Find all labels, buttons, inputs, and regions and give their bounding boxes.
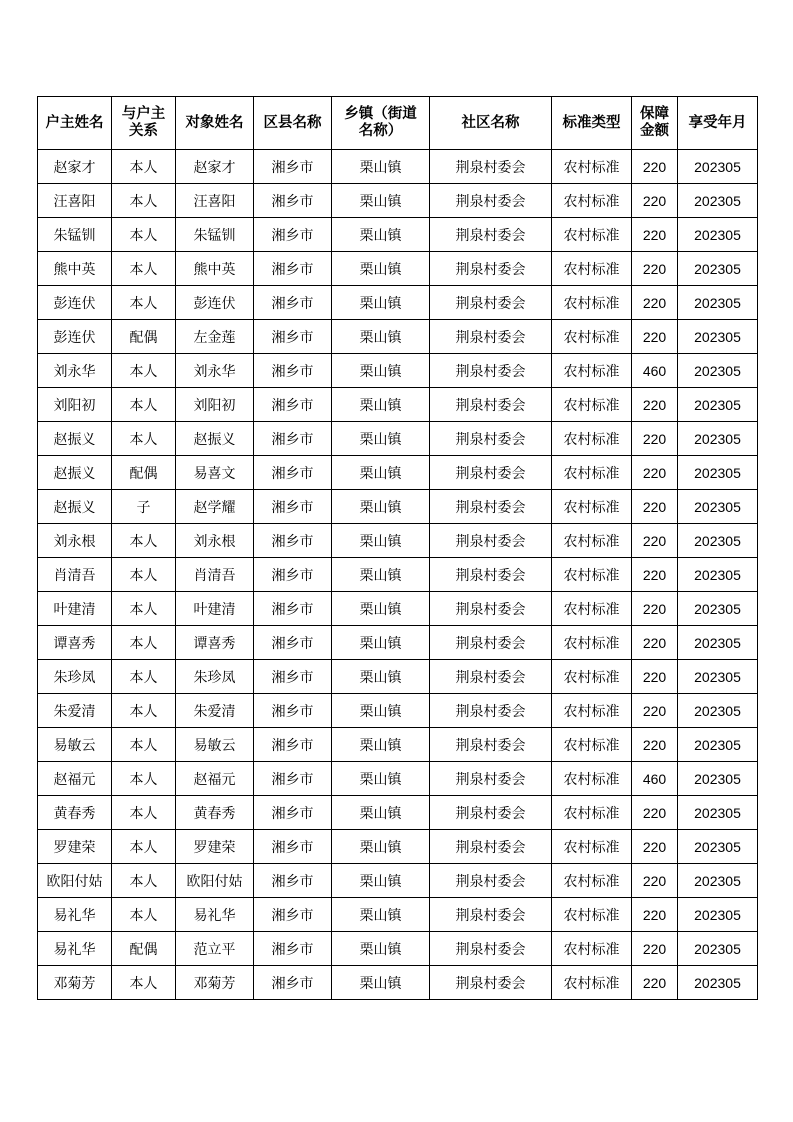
month-cell: 202305 (678, 490, 758, 524)
recipient-cell: 刘永根 (176, 524, 254, 558)
community-cell: 荆泉村委会 (430, 524, 552, 558)
relation-cell: 本人 (112, 966, 176, 1000)
county-cell: 湘乡市 (254, 864, 332, 898)
amount-cell: 220 (632, 218, 678, 252)
recipient-cell: 黄春秀 (176, 796, 254, 830)
community-cell: 荆泉村委会 (430, 796, 552, 830)
relation-cell: 本人 (112, 422, 176, 456)
county-cell: 湘乡市 (254, 320, 332, 354)
householder-cell: 罗建荣 (38, 830, 112, 864)
month-cell: 202305 (678, 694, 758, 728)
amount-cell: 460 (632, 354, 678, 388)
month-cell: 202305 (678, 728, 758, 762)
householder-cell: 赵振义 (38, 490, 112, 524)
table-row (38, 932, 758, 966)
standard-cell: 农村标准 (552, 490, 632, 524)
householder-cell: 叶建清 (38, 592, 112, 626)
recipient-cell: 朱珍凤 (176, 660, 254, 694)
township-cell: 栗山镇 (332, 728, 430, 762)
relation-cell: 本人 (112, 354, 176, 388)
amount-cell: 220 (632, 252, 678, 286)
table-row (38, 422, 758, 456)
county-cell: 湘乡市 (254, 932, 332, 966)
township-cell: 栗山镇 (332, 490, 430, 524)
table-row (38, 694, 758, 728)
standard-cell: 农村标准 (552, 898, 632, 932)
county-cell: 湘乡市 (254, 388, 332, 422)
county-cell: 湘乡市 (254, 184, 332, 218)
recipient-cell: 赵福元 (176, 762, 254, 796)
householder-cell: 邓菊芳 (38, 966, 112, 1000)
community-cell: 荆泉村委会 (430, 864, 552, 898)
month-cell: 202305 (678, 184, 758, 218)
table-row (38, 524, 758, 558)
month-cell: 202305 (678, 762, 758, 796)
county-cell: 湘乡市 (254, 694, 332, 728)
township-cell: 栗山镇 (332, 660, 430, 694)
month-cell: 202305 (678, 932, 758, 966)
county-cell: 湘乡市 (254, 796, 332, 830)
amount-cell: 460 (632, 762, 678, 796)
county-cell: 湘乡市 (254, 252, 332, 286)
amount-cell: 220 (632, 286, 678, 320)
relation-cell: 本人 (112, 762, 176, 796)
community-cell: 荆泉村委会 (430, 218, 552, 252)
standard-cell: 农村标准 (552, 150, 632, 184)
householder-cell: 易礼华 (38, 898, 112, 932)
county-cell: 湘乡市 (254, 354, 332, 388)
relation-cell: 本人 (112, 660, 176, 694)
standard-cell: 农村标准 (552, 966, 632, 1000)
township-cell: 栗山镇 (332, 830, 430, 864)
standard-cell: 农村标准 (552, 184, 632, 218)
header-township: 乡镇（街道名称） (332, 97, 430, 150)
month-cell: 202305 (678, 354, 758, 388)
township-cell: 栗山镇 (332, 252, 430, 286)
header-amount: 保障金额 (632, 97, 678, 150)
householder-cell: 赵振义 (38, 422, 112, 456)
township-cell: 栗山镇 (332, 524, 430, 558)
table-row (38, 762, 758, 796)
standard-cell: 农村标准 (552, 694, 632, 728)
county-cell: 湘乡市 (254, 524, 332, 558)
community-cell: 荆泉村委会 (430, 150, 552, 184)
standard-cell: 农村标准 (552, 286, 632, 320)
table-row (38, 456, 758, 490)
standard-cell: 农村标准 (552, 626, 632, 660)
community-cell: 荆泉村委会 (430, 286, 552, 320)
relation-cell: 本人 (112, 286, 176, 320)
township-cell: 栗山镇 (332, 184, 430, 218)
township-cell: 栗山镇 (332, 694, 430, 728)
township-cell: 栗山镇 (332, 388, 430, 422)
month-cell: 202305 (678, 150, 758, 184)
community-cell: 荆泉村委会 (430, 660, 552, 694)
householder-cell: 朱珍凤 (38, 660, 112, 694)
recipient-cell: 赵学耀 (176, 490, 254, 524)
month-cell: 202305 (678, 898, 758, 932)
table-row (38, 592, 758, 626)
township-cell: 栗山镇 (332, 626, 430, 660)
community-cell: 荆泉村委会 (430, 490, 552, 524)
relation-cell: 本人 (112, 796, 176, 830)
community-cell: 荆泉村委会 (430, 728, 552, 762)
relation-cell: 本人 (112, 184, 176, 218)
month-cell: 202305 (678, 388, 758, 422)
standard-cell: 农村标准 (552, 320, 632, 354)
table-row (38, 728, 758, 762)
community-cell: 荆泉村委会 (430, 762, 552, 796)
county-cell: 湘乡市 (254, 218, 332, 252)
header-recipient-name: 对象姓名 (176, 97, 254, 150)
header-row (38, 97, 758, 150)
township-cell: 栗山镇 (332, 898, 430, 932)
standard-cell: 农村标准 (552, 252, 632, 286)
month-cell: 202305 (678, 966, 758, 1000)
county-cell: 湘乡市 (254, 966, 332, 1000)
recipient-cell: 熊中英 (176, 252, 254, 286)
recipient-cell: 汪喜阳 (176, 184, 254, 218)
standard-cell: 农村标准 (552, 524, 632, 558)
recipient-cell: 肖清吾 (176, 558, 254, 592)
table-body (38, 150, 758, 1000)
standard-cell: 农村标准 (552, 592, 632, 626)
standard-cell: 农村标准 (552, 864, 632, 898)
recipient-cell: 彭连伏 (176, 286, 254, 320)
householder-cell: 易敏云 (38, 728, 112, 762)
township-cell: 栗山镇 (332, 456, 430, 490)
table-row (38, 796, 758, 830)
header-relation: 与户主关系 (112, 97, 176, 150)
householder-cell: 刘永华 (38, 354, 112, 388)
householder-cell: 彭连伏 (38, 286, 112, 320)
amount-cell: 220 (632, 558, 678, 592)
table-row (38, 218, 758, 252)
month-cell: 202305 (678, 218, 758, 252)
community-cell: 荆泉村委会 (430, 252, 552, 286)
table-row (38, 286, 758, 320)
amount-cell: 220 (632, 830, 678, 864)
header-month: 享受年月 (678, 97, 758, 150)
relation-cell: 配偶 (112, 932, 176, 966)
table-row (38, 626, 758, 660)
county-cell: 湘乡市 (254, 150, 332, 184)
householder-cell: 刘阳初 (38, 388, 112, 422)
month-cell: 202305 (678, 864, 758, 898)
community-cell: 荆泉村委会 (430, 592, 552, 626)
householder-cell: 朱锰钏 (38, 218, 112, 252)
standard-cell: 农村标准 (552, 456, 632, 490)
community-cell: 荆泉村委会 (430, 694, 552, 728)
month-cell: 202305 (678, 660, 758, 694)
township-cell: 栗山镇 (332, 320, 430, 354)
householder-cell: 谭喜秀 (38, 626, 112, 660)
recipient-cell: 刘永华 (176, 354, 254, 388)
month-cell: 202305 (678, 626, 758, 660)
month-cell: 202305 (678, 558, 758, 592)
householder-cell: 汪喜阳 (38, 184, 112, 218)
month-cell: 202305 (678, 830, 758, 864)
amount-cell: 220 (632, 456, 678, 490)
community-cell: 荆泉村委会 (430, 932, 552, 966)
table-row (38, 966, 758, 1000)
month-cell: 202305 (678, 252, 758, 286)
month-cell: 202305 (678, 524, 758, 558)
month-cell: 202305 (678, 320, 758, 354)
community-cell: 荆泉村委会 (430, 456, 552, 490)
recipient-cell: 易喜文 (176, 456, 254, 490)
header-householder-name: 户主姓名 (38, 97, 112, 150)
householder-cell: 黄春秀 (38, 796, 112, 830)
amount-cell: 220 (632, 184, 678, 218)
standard-cell: 农村标准 (552, 354, 632, 388)
county-cell: 湘乡市 (254, 762, 332, 796)
community-cell: 荆泉村委会 (430, 422, 552, 456)
county-cell: 湘乡市 (254, 898, 332, 932)
amount-cell: 220 (632, 660, 678, 694)
relation-cell: 子 (112, 490, 176, 524)
township-cell: 栗山镇 (332, 218, 430, 252)
recipient-cell: 赵家才 (176, 150, 254, 184)
standard-cell: 农村标准 (552, 422, 632, 456)
relation-cell: 本人 (112, 218, 176, 252)
amount-cell: 220 (632, 626, 678, 660)
householder-cell: 欧阳付姑 (38, 864, 112, 898)
amount-cell: 220 (632, 932, 678, 966)
table-row (38, 660, 758, 694)
relation-cell: 本人 (112, 864, 176, 898)
amount-cell: 220 (632, 728, 678, 762)
township-cell: 栗山镇 (332, 558, 430, 592)
relation-cell: 本人 (112, 150, 176, 184)
amount-cell: 220 (632, 966, 678, 1000)
recipient-cell: 范立平 (176, 932, 254, 966)
county-cell: 湘乡市 (254, 592, 332, 626)
township-cell: 栗山镇 (332, 150, 430, 184)
relation-cell: 本人 (112, 898, 176, 932)
recipient-cell: 刘阳初 (176, 388, 254, 422)
community-cell: 荆泉村委会 (430, 354, 552, 388)
relation-cell: 本人 (112, 592, 176, 626)
recipient-cell: 朱锰钏 (176, 218, 254, 252)
amount-cell: 220 (632, 864, 678, 898)
recipient-cell: 叶建清 (176, 592, 254, 626)
recipient-cell: 左金莲 (176, 320, 254, 354)
amount-cell: 220 (632, 898, 678, 932)
recipient-cell: 邓菊芳 (176, 966, 254, 1000)
relation-cell: 本人 (112, 830, 176, 864)
relation-cell: 本人 (112, 524, 176, 558)
header-community: 社区名称 (430, 97, 552, 150)
table-row (38, 388, 758, 422)
standard-cell: 农村标准 (552, 762, 632, 796)
relation-cell: 配偶 (112, 320, 176, 354)
community-cell: 荆泉村委会 (430, 898, 552, 932)
township-cell: 栗山镇 (332, 932, 430, 966)
householder-cell: 赵福元 (38, 762, 112, 796)
community-cell: 荆泉村委会 (430, 558, 552, 592)
relation-cell: 本人 (112, 558, 176, 592)
township-cell: 栗山镇 (332, 354, 430, 388)
community-cell: 荆泉村委会 (430, 388, 552, 422)
county-cell: 湘乡市 (254, 558, 332, 592)
township-cell: 栗山镇 (332, 592, 430, 626)
table-row (38, 864, 758, 898)
standard-cell: 农村标准 (552, 660, 632, 694)
relation-cell: 本人 (112, 728, 176, 762)
householder-cell: 赵振义 (38, 456, 112, 490)
header-standard-type: 标准类型 (552, 97, 632, 150)
recipient-cell: 谭喜秀 (176, 626, 254, 660)
amount-cell: 220 (632, 592, 678, 626)
recipient-cell: 朱爱清 (176, 694, 254, 728)
community-cell: 荆泉村委会 (430, 966, 552, 1000)
header-county: 区县名称 (254, 97, 332, 150)
table-row (38, 558, 758, 592)
table-row (38, 252, 758, 286)
amount-cell: 220 (632, 796, 678, 830)
township-cell: 栗山镇 (332, 286, 430, 320)
county-cell: 湘乡市 (254, 286, 332, 320)
month-cell: 202305 (678, 286, 758, 320)
relation-cell: 本人 (112, 694, 176, 728)
amount-cell: 220 (632, 694, 678, 728)
county-cell: 湘乡市 (254, 490, 332, 524)
community-cell: 荆泉村委会 (430, 320, 552, 354)
month-cell: 202305 (678, 456, 758, 490)
amount-cell: 220 (632, 524, 678, 558)
householder-cell: 赵家才 (38, 150, 112, 184)
amount-cell: 220 (632, 388, 678, 422)
township-cell: 栗山镇 (332, 762, 430, 796)
table-row (38, 490, 758, 524)
householder-cell: 肖清吾 (38, 558, 112, 592)
table-header (38, 97, 758, 150)
township-cell: 栗山镇 (332, 864, 430, 898)
benefit-table (37, 96, 758, 1000)
community-cell: 荆泉村委会 (430, 184, 552, 218)
householder-cell: 刘永根 (38, 524, 112, 558)
recipient-cell: 罗建荣 (176, 830, 254, 864)
township-cell: 栗山镇 (332, 966, 430, 1000)
recipient-cell: 赵振义 (176, 422, 254, 456)
month-cell: 202305 (678, 592, 758, 626)
standard-cell: 农村标准 (552, 796, 632, 830)
householder-cell: 易礼华 (38, 932, 112, 966)
table-row (38, 184, 758, 218)
month-cell: 202305 (678, 422, 758, 456)
relation-cell: 配偶 (112, 456, 176, 490)
table-row (38, 320, 758, 354)
county-cell: 湘乡市 (254, 830, 332, 864)
recipient-cell: 易敏云 (176, 728, 254, 762)
recipient-cell: 欧阳付姑 (176, 864, 254, 898)
county-cell: 湘乡市 (254, 660, 332, 694)
standard-cell: 农村标准 (552, 388, 632, 422)
amount-cell: 220 (632, 422, 678, 456)
township-cell: 栗山镇 (332, 422, 430, 456)
table-row (38, 150, 758, 184)
county-cell: 湘乡市 (254, 728, 332, 762)
householder-cell: 熊中英 (38, 252, 112, 286)
community-cell: 荆泉村委会 (430, 830, 552, 864)
standard-cell: 农村标准 (552, 830, 632, 864)
relation-cell: 本人 (112, 626, 176, 660)
standard-cell: 农村标准 (552, 218, 632, 252)
county-cell: 湘乡市 (254, 456, 332, 490)
table-row (38, 354, 758, 388)
month-cell: 202305 (678, 796, 758, 830)
standard-cell: 农村标准 (552, 932, 632, 966)
table-row (38, 898, 758, 932)
amount-cell: 220 (632, 320, 678, 354)
township-cell: 栗山镇 (332, 796, 430, 830)
relation-cell: 本人 (112, 252, 176, 286)
amount-cell: 220 (632, 150, 678, 184)
standard-cell: 农村标准 (552, 558, 632, 592)
community-cell: 荆泉村委会 (430, 626, 552, 660)
householder-cell: 彭连伏 (38, 320, 112, 354)
county-cell: 湘乡市 (254, 626, 332, 660)
relation-cell: 本人 (112, 388, 176, 422)
table-row (38, 830, 758, 864)
county-cell: 湘乡市 (254, 422, 332, 456)
recipient-cell: 易礼华 (176, 898, 254, 932)
amount-cell: 220 (632, 490, 678, 524)
standard-cell: 农村标准 (552, 728, 632, 762)
householder-cell: 朱爱清 (38, 694, 112, 728)
